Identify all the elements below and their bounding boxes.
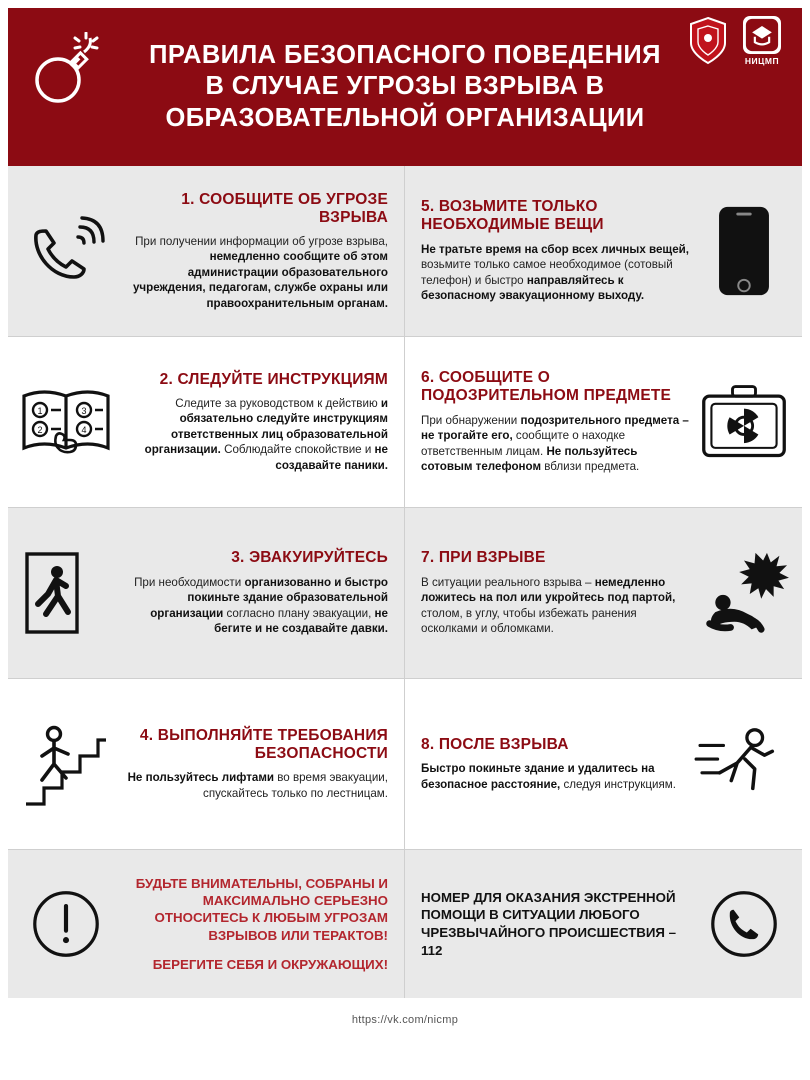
warning-sub: БЕРЕГИТЕ СЕБЯ И ОКРУЖАЮЩИХ! bbox=[152, 956, 388, 972]
rule-body-7: В ситуации реального взрыва – немедленно ложитесь на пол или укройтесь под партой, столом, в углу, чтобы избежать ранения осколками и обломками. bbox=[421, 575, 676, 636]
rule-text-5 bbox=[415, 198, 696, 303]
rule-body-3: При необходимости организованно и быстро покиньте здание образовательной организации согласно плану эвакуации, не бегите и не создавайте давки. bbox=[134, 575, 388, 636]
rule-card-6 bbox=[405, 337, 802, 507]
stairs-icon bbox=[18, 718, 114, 810]
rule-body-5: Не тратьте время на сбор всех личных вещей, возьмите только самое необходимое (сотовый телефон) и быстро направляйтесь к безопасному эвакуационному выходу. bbox=[421, 242, 690, 303]
rule-text-6 bbox=[415, 369, 696, 474]
warning-block bbox=[8, 850, 405, 998]
rule-text-2 bbox=[114, 371, 394, 474]
rule-text-7 bbox=[415, 549, 696, 636]
emergency-text-wrap bbox=[415, 889, 696, 960]
rule-title-7: 7. ПРИ ВЗРЫВЕ bbox=[421, 549, 546, 567]
footer-band bbox=[8, 849, 802, 998]
exit-running-icon bbox=[18, 550, 114, 636]
shield-logo-icon bbox=[688, 16, 728, 66]
svg-text:2: 2 bbox=[37, 425, 43, 435]
suspicious-briefcase-icon bbox=[696, 382, 792, 462]
rule-body-2: Следите за руководством к действию и обязательно следуйте инструкциям ответственных лиц образовательной организации. Соблюдайте спокойствие и не создавайте паники. bbox=[144, 396, 388, 472]
rule-card-3 bbox=[8, 508, 405, 678]
rule-text-3 bbox=[114, 549, 394, 636]
logo-group bbox=[688, 16, 788, 66]
phone-ringing-icon bbox=[18, 215, 114, 287]
smartphone-icon bbox=[696, 203, 792, 299]
rules-row bbox=[8, 337, 802, 508]
rule-title-1: 1. СООБЩИТЕ ОБ УГРОЗЕ ВЗРЫВА bbox=[181, 190, 388, 226]
rule-body-1: При получении информации об угрозе взрыва, немедленно сообщите об этом администрации образовательного учреждения, педагогам, службе охраны или правоохранительным органам. bbox=[132, 234, 388, 310]
page-title: ПРАВИЛА БЕЗОПАСНОГО ПОВЕДЕНИЯ В СЛУЧАЕ УГРОЗЫ ВЗРЫВА В ОБРАЗОВАТЕЛЬНОЙ ОРГАНИЗАЦИИ bbox=[149, 41, 661, 132]
emergency-text: НОМЕР ДЛЯ ОКАЗАНИЯ ЭКСТРЕННОЙ ПОМОЩИ В СИТУАЦИИ ЛЮБОГО ЧРЕЗВЫЧАЙНОГО ПРОИСШЕСТВИЯ – 112 bbox=[421, 889, 677, 958]
rule-text-4 bbox=[114, 727, 394, 801]
rule-card-2 bbox=[8, 337, 405, 507]
rule-card-4 bbox=[8, 679, 405, 849]
poster-header bbox=[8, 8, 802, 166]
rule-title-3: 3. ЭВАКУИРУЙТЕСЬ bbox=[231, 549, 388, 567]
rule-title-5: 5. ВОЗЬМИТЕ ТОЛЬКО НЕОБХОДИМЫЕ ВЕЩИ bbox=[421, 198, 604, 234]
running-person-icon bbox=[694, 722, 792, 806]
rule-card-5 bbox=[405, 166, 802, 336]
exclamation-icon bbox=[18, 889, 114, 959]
emergency-block bbox=[405, 850, 802, 998]
phone-circle-icon bbox=[696, 889, 792, 959]
nicmp-logo bbox=[736, 16, 788, 66]
rule-card-1 bbox=[8, 166, 405, 336]
nicmp-logo-label: НИЦМП bbox=[744, 56, 780, 66]
rule-body-4: Не пользуйтесь лифтами во время эвакуации, спускайтесь только по лестницам. bbox=[127, 771, 388, 800]
rule-text-8 bbox=[415, 736, 694, 792]
rule-title-6: 6. СООБЩИТЕ О ПОДОЗРИТЕЛЬНОМ ПРЕДМЕТЕ bbox=[421, 369, 672, 405]
rule-body-6: При обнаружении подозрительного предмета – не трогайте его, сообщите о находке ответственным лицам. Не пользуйтесь сотовым телефоном вблизи предмета. bbox=[421, 413, 689, 474]
instruction-book-icon bbox=[18, 384, 114, 460]
bomb-icon bbox=[26, 32, 102, 108]
rule-title-2: 2. СЛЕДУЙТЕ ИНСТРУКЦИЯМ bbox=[159, 370, 388, 388]
rules-grid bbox=[8, 166, 802, 849]
svg-text:4: 4 bbox=[81, 425, 87, 435]
site-url[interactable]: https://vk.com/nicmp bbox=[351, 1014, 459, 1026]
explosion-duck-icon bbox=[696, 549, 792, 637]
warning-text bbox=[114, 875, 394, 973]
rule-body-8: Быстро покиньте здание и удалитесь на безопасное расстояние, следуя инструкциям. bbox=[421, 762, 676, 791]
rules-row bbox=[8, 508, 802, 679]
rules-row bbox=[8, 679, 802, 849]
rule-title-4: 4. ВЫПОЛНЯЙТЕ ТРЕБОВАНИЯ БЕЗОПАСНОСТИ bbox=[139, 726, 388, 762]
svg-text:3: 3 bbox=[81, 406, 87, 416]
rule-text-1 bbox=[114, 191, 394, 312]
nicmp-badge-icon bbox=[743, 16, 781, 54]
svg-text:1: 1 bbox=[37, 406, 43, 416]
rule-title-8: 8. ПОСЛЕ ВЗРЫВА bbox=[421, 735, 569, 753]
rule-card-7 bbox=[405, 508, 802, 678]
rules-row bbox=[8, 166, 802, 337]
rule-card-8 bbox=[405, 679, 802, 849]
warning-main: БУДЬТЕ ВНИМАТЕЛЬНЫ, СОБРАНЫ И МАКСИМАЛЬНО СЕРЬЕЗНО ОТНОСИТЕСЬ К ЛЮБЫМ УГРОЗАМ ВЗРЫВОВ ИЛИ ТЕРАКТОВ! bbox=[135, 875, 388, 943]
